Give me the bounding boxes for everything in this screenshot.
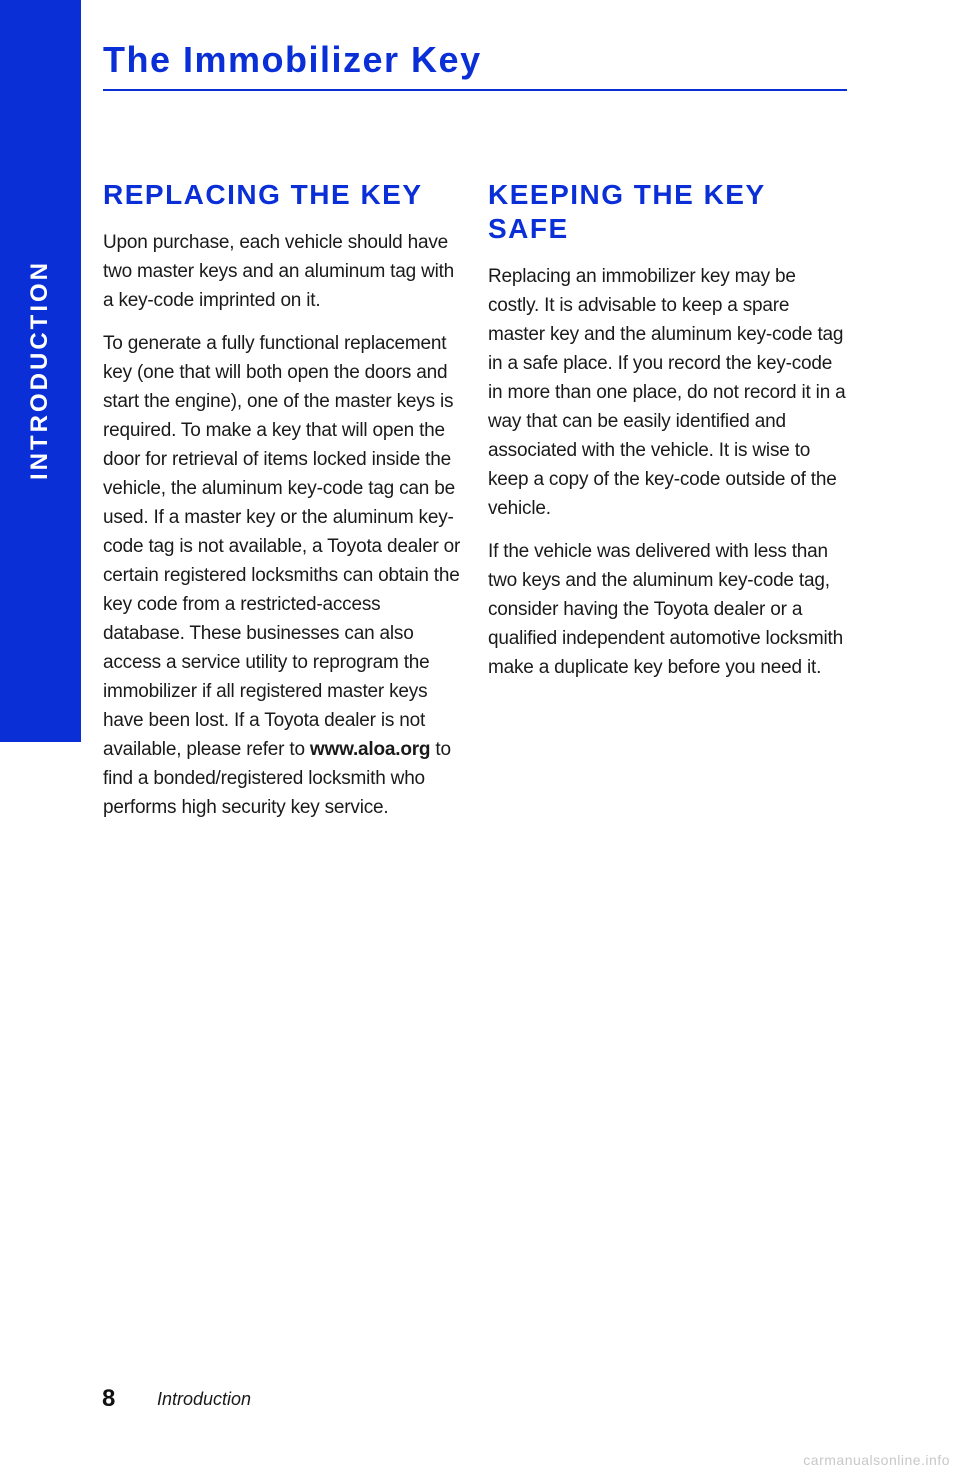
paragraph-text: To generate a fully functional replacement key (one that will both open the doors and start the engine), one of the master keys is required. To make a key that will open the door for retrieval of items locked inside the vehicle, the aluminum key-code tag can be used. If a master key or the aluminum key-code tag is not available, a Toyota dealer or certain registered locksmiths can obtain the key code from a restricted-access database. These businesses can also access a service utility to reprogram the immobilizer if all registered master keys have been lost. If a Toyota dealer is not available, please refer to [103,333,461,760]
section-heading: REPLACING THE KEY [103,179,423,210]
aloa-website-link[interactable]: www.aloa.org [309,739,431,760]
body-paragraph: Replacing an immobilizer key may be costly. It is advisable to keep a spare master key and the aluminum key-code tag in a safe place. If you record the key-code in more than one place, do not record it in a way that can be easily identified and associated with the vehicle. It is wise to keep a copy of the key-code outside of the vehicle. [488,266,846,519]
section-heading: KEEPING THE KEY SAFE [488,179,766,244]
watermark: carmanualsonline.info [803,1452,950,1468]
side-tab-label: INTRODUCTION [26,260,53,480]
keeping-key-safe-section [488,178,848,696]
body-paragraph: Upon purchase, each vehicle should have two master keys and an aluminum tag with a key-code imprinted on it. [103,232,455,311]
replacing-the-key-section [103,178,463,836]
page-number: 8 [102,1385,116,1412]
paragraph-text: to find a bonded/registered locksmith who performs high security key service. [103,739,451,818]
title-divider [103,89,847,91]
body-paragraph: If the vehicle was delivered with less than two keys and the aluminum key-code tag, consider having the Toyota dealer or a qualified independent automotive locksmith make a duplicate key before you need it. [488,541,843,678]
side-section-tab [0,0,81,742]
page-title: The Immobilizer Key [103,39,482,80]
footer-section-name: Introduction [157,1389,252,1409]
body-paragraph [103,329,463,822]
